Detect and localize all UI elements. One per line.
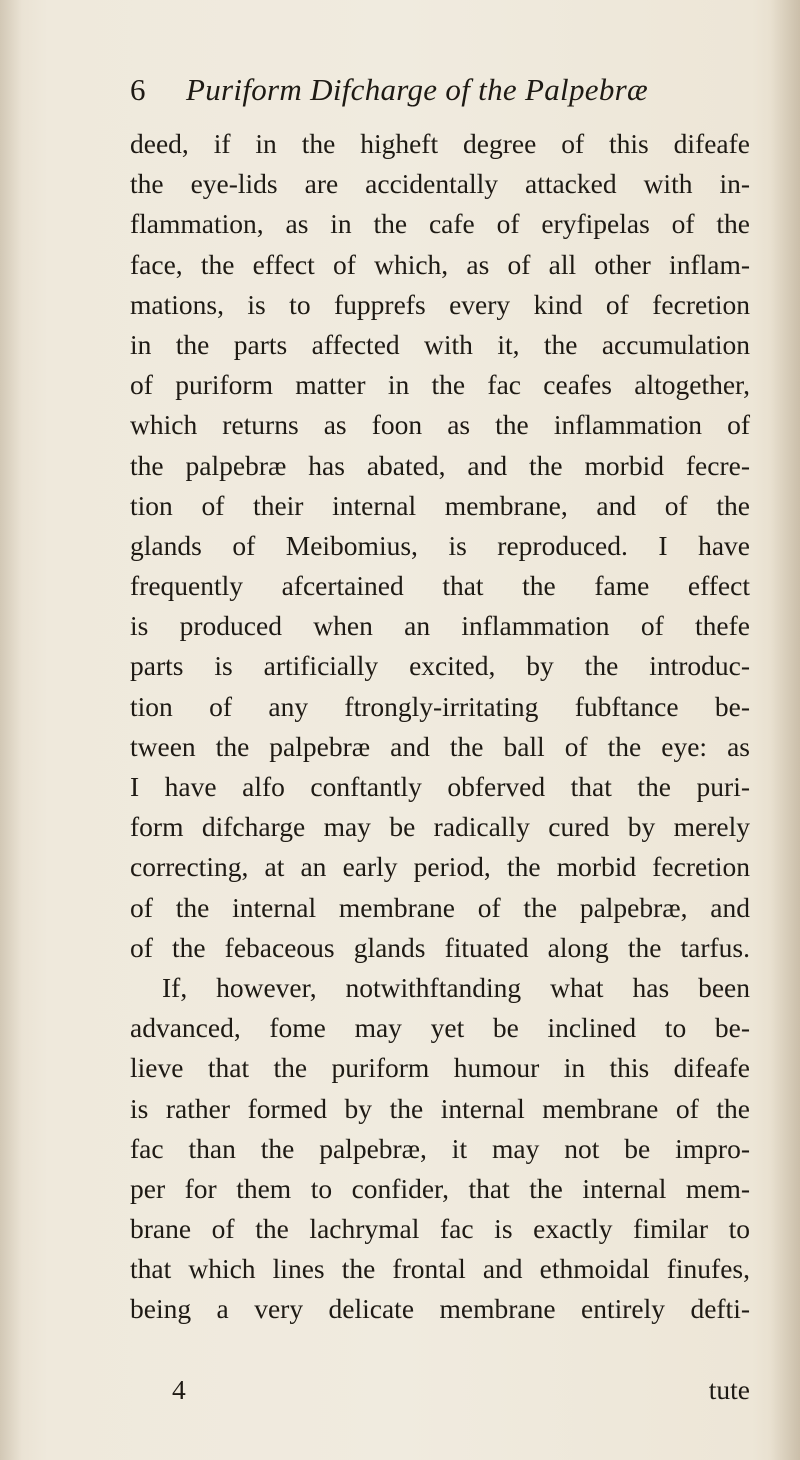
text-line: mations, is to fupprefs every kind of fecretion (130, 288, 750, 320)
text-line: being a very delicate membrane entirely defti- (130, 1293, 750, 1325)
text-line: per for them to confider, that the internal mem- (130, 1172, 750, 1204)
body-text (130, 124, 750, 1330)
paragraph-start-line: If, however, notwithftanding what has been (162, 971, 750, 1003)
text-line: that which lines the frontal and ethmoidal finufes, (130, 1253, 750, 1285)
text-line: I have alfo conftantly obferved that the puri- (130, 771, 750, 802)
spine-shadow (0, 0, 22, 1460)
text-line: fac than the palpebræ, it may not be impro- (130, 1132, 750, 1164)
text-line: form difcharge may be radically cured by merely (130, 811, 750, 843)
text-line: parts is artificially excited, by the introduc- (130, 650, 750, 682)
text-line: brane of the lachrymal fac is exactly fimilar to (130, 1213, 750, 1245)
page-edge-shadow (770, 0, 800, 1460)
text-line: glands of Meibomius, is reproduced. I have (130, 529, 750, 561)
text-line: which returns as foon as the inflammation of (130, 409, 750, 441)
text-line: the eye-lids are accidentally attacked with in- (130, 168, 750, 200)
text-line: advanced, fome may yet be inclined to be- (130, 1012, 750, 1044)
text-line: tion of any ftrongly-irritating fubftance be- (130, 690, 750, 722)
text-line: flammation, as in the cafe of eryfipelas of the (130, 208, 750, 240)
running-title: Puriform Difcharge of the Palpebræ (186, 72, 648, 107)
text-line: is rather formed by the internal membrane of the (130, 1092, 750, 1124)
text-line: face, the effect of which, as of all other inflam- (130, 248, 750, 280)
text-line: the palpebræ has abated, and the morbid fecre- (130, 449, 750, 481)
catchword: tute (708, 1374, 750, 1405)
text-line: lieve that the puriform humour in this difeafe (130, 1052, 750, 1084)
text-line: tween the palpebræ and the ball of the eye: as (130, 730, 750, 762)
page-footer (130, 1370, 750, 1410)
text-line: of the internal membrane of the palpebræ, and (130, 891, 750, 923)
text-line: frequently afcertained that the fame effect (130, 570, 750, 602)
text-line: is produced when an inflammation of thefe (130, 610, 750, 642)
text-line: tion of their internal membrane, and of the (130, 489, 750, 521)
running-head (130, 70, 750, 110)
text-line: of puriform matter in the fac ceafes altogether, (130, 369, 750, 401)
text-line: in the parts affected with it, the accumulation (130, 328, 750, 360)
text-line: deed, if in the higheft degree of this difeafe (130, 128, 750, 159)
page-number: 6 (130, 72, 146, 107)
text-line: of the febaceous glands fituated along the tarfus. (130, 931, 750, 963)
text-line: correcting, at an early period, the morbid fecretion (130, 851, 750, 883)
signature-mark: 4 (172, 1374, 186, 1405)
